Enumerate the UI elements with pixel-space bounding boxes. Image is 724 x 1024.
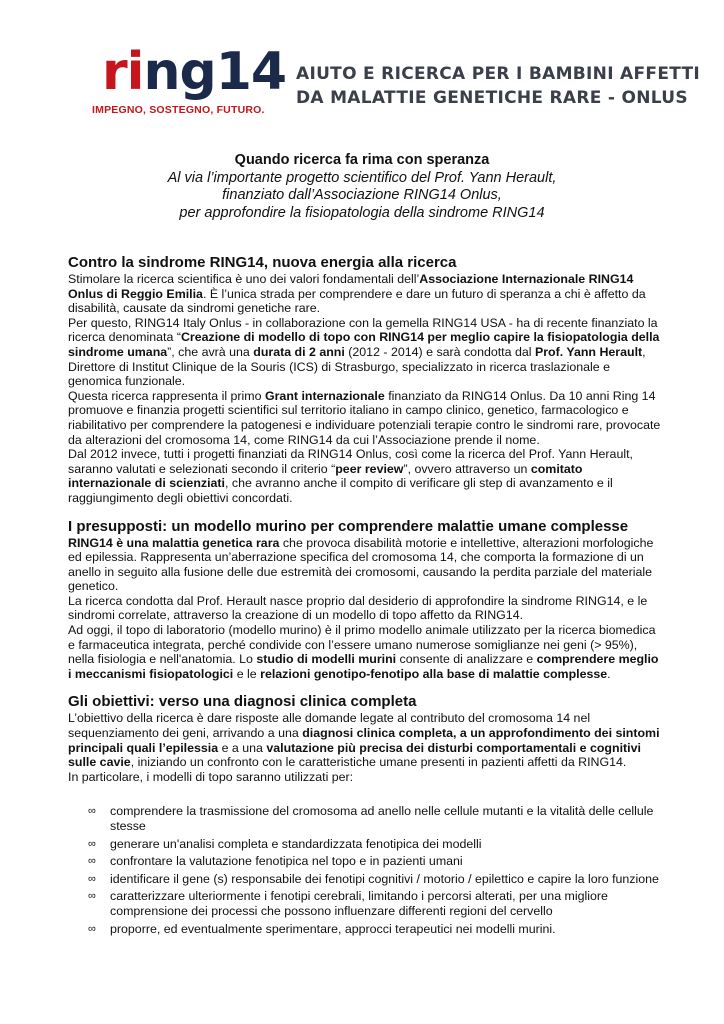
text: Dal 2012 invece, tutti i progetti finanziati da RING14 Onlus, così come la ricerca del Prof. Yann Herault, saranno valutati e selezionati secondo il criterio “ <box>68 447 633 476</box>
list-item-text: generare un'analisi completa e standardizzata fenotipica dei modelli <box>110 836 482 851</box>
intro-subtitle-2: finanziato dall’Associazione RING14 Onlus, <box>222 187 502 203</box>
list-item <box>88 854 664 869</box>
text: Ad oggi, il topo di laboratorio (modello murino) è il primo modello animale utilizzato per la ricerca biomedica e farmaceutica integrata, perché condivide con l’essere umano numerose somiglianze nei geni (> 95%), nella fisiologia e nell'anatomia. Lo <box>68 623 656 667</box>
logo-wordmark <box>102 42 286 102</box>
text: . È l’unica strada per comprendere e dare un futuro di speranza a chi è affetto da disabilità, causate da sindromi genetiche rare. <box>68 286 646 316</box>
logo-letters-ng: ng <box>143 42 216 102</box>
bold-text: diagnosi clinica completa, a un approfondimento dei sintomi principali quali l’epilessia <box>68 726 660 755</box>
text: ”, che avrà una <box>167 344 254 359</box>
paragraph <box>68 389 664 447</box>
logo-digits: 14 <box>215 42 287 102</box>
section-heading: Contro la sindrome RING14, nuova energia alla ricerca <box>68 254 457 271</box>
bold-text: Grant internazionale <box>264 388 385 403</box>
intro-subtitle-1: Al via l’importante progetto scientifico del Prof. Yann Herault, <box>167 169 557 186</box>
section-heading: Gli obiettivi: verso una diagnosi clinica completa <box>68 693 417 711</box>
section-ricerca <box>68 254 664 506</box>
bold-text: peer review <box>335 461 404 476</box>
list-item <box>88 804 664 833</box>
list-item-text: identificare il gene (s) responsabile dei fenotipi cognitivi / motorio / epilettico e capire la loro funzione <box>110 871 659 886</box>
text: che provoca disabilità motorie e intellettive, alterazioni morfologiche ed epilessia. Rappresenta un’aberrazione specifica del cromosoma 14, che comporta la formazione di un anello in seguito alla fusione delle due estremità dei cromosomi, causando la perdita parziale del materiale genetico. <box>68 535 654 594</box>
bold-text: Prof. Yann Herault <box>534 344 643 359</box>
text: finanziato da RING14 Onlus. Da 10 anni Ring 14 promuove e finanzia progetti scientifici sul territorio italiano in campo clinico, genetico, farmacologico e riabilitativo per comprendere la patogenesi e individuare potenziali terapie contro le sindromi rare, provocate da alterazioni del cromosoma 14, come RING14 da cui l’Associazione prende il nome. <box>68 388 661 447</box>
intro-block <box>60 152 664 222</box>
text: Questa ricerca rappresenta il primo <box>68 388 265 403</box>
bold-text: Associazione Internazionale RING14 Onlus di Reggio Emilia <box>68 272 634 301</box>
text: L’obiettivo della ricerca è dare risposte alle domande legate al contributo del cromosoma 14 nel sequenziamento dei geni, arrivando a una <box>68 711 591 741</box>
paragraph: La ricerca condotta dal Prof. Herault nasce proprio dal desiderio di approfondire la sindrome RING14, e le sindromi correlate, attraverso la creazione di un modello di topo affetto da RING14. <box>68 593 648 623</box>
infinity-bullet-icon: ∞ <box>88 805 96 818</box>
bold-text: relazioni genotipo-fenotipo alla base di malattie complesse <box>260 666 608 681</box>
text: e le <box>233 666 261 681</box>
text: . <box>607 666 611 681</box>
paragraph <box>68 447 664 505</box>
text: Per questo, RING14 Italy Onlus - in collaborazione con la gemella RING14 USA - ha di recente finanziato la ricerca denominata “ <box>68 315 658 345</box>
text: ”, ovvero attraverso un <box>403 461 531 476</box>
paragraph <box>68 711 664 769</box>
text: (2012 - 2014) e sarà condotta dal <box>344 344 535 359</box>
infinity-bullet-icon: ∞ <box>88 922 96 935</box>
objectives-list <box>88 804 664 936</box>
organization-title-line2: DA MALATTIE GENETICHE RARE - ONLUS <box>296 88 688 108</box>
intro-subtitle-3: per approfondire la fisiopatologia della sindrome RING14 <box>179 204 545 221</box>
section-presupposti <box>68 518 664 682</box>
text: Stimolare la ricerca scientifica è uno dei valori fondamentali dell’ <box>68 272 420 286</box>
bold-text: comprendere meglio i meccanismi fisiopatologici <box>68 652 659 681</box>
paragraph <box>68 316 664 389</box>
intro-title: Quando ricerca fa rima con speranza <box>234 152 490 168</box>
infinity-bullet-icon: ∞ <box>88 872 96 885</box>
bold-text: Creazione di modello di topo con RING14 per meglio capire la fisiopatologia della sindrome umana <box>68 330 660 359</box>
paragraph: In particolare, i modelli di topo saranno utilizzati per: <box>68 769 354 784</box>
text: e a una <box>218 740 267 755</box>
text: , iniziando un confronto con le caratteristiche umane presenti in pazienti affetti da RING14. <box>130 755 627 770</box>
list-item-text: proporre, ed eventualmente sperimentare, approcci terapeutici nei modelli murini. <box>110 921 556 936</box>
bold-text: RING14 è una malattia genetica rara <box>68 535 280 550</box>
bold-text: studio di modelli murini <box>256 652 397 667</box>
paragraph <box>68 272 664 316</box>
infinity-bullet-icon: ∞ <box>88 890 96 903</box>
list-item-text: caratterizzare ulteriormente i fenotipi cerebrali, limitando i percorsi alterati, per una migliore comprensione dei processi che possono influenzare differenti regioni del cervello <box>110 889 608 918</box>
list-item-text: confrontare la valutazione fenotipica nel topo e in pazienti umani <box>110 854 463 869</box>
logo-tagline: IMPEGNO, SOSTEGNO, FUTURO. <box>92 104 265 116</box>
infinity-bullet-icon: ∞ <box>88 837 96 850</box>
bold-text: comitato internazionale di scienziati <box>68 461 583 491</box>
text: consente di analizzare e <box>396 652 537 667</box>
bold-text: durata di 2 anni <box>253 344 345 359</box>
ring14-logo <box>88 34 298 124</box>
text: , Direttore di Institut Clinique de la Souris (ICS) di Strasburgo, specializzato in ricerca traslazionale e genomica funzionale. <box>68 344 646 389</box>
organization-title-line1: AIUTO E RICERCA PER I BAMBINI AFFETTI <box>296 64 701 84</box>
logo-letters-ri: ri <box>102 42 144 102</box>
infinity-bullet-icon: ∞ <box>88 855 96 868</box>
text: , che avranno anche il compito di verificare gli step di avanzamento e il raggiungimento degli obiettivi concordati. <box>68 476 613 505</box>
list-item <box>88 872 664 887</box>
article-body <box>68 254 664 948</box>
list-item <box>88 889 664 918</box>
section-obiettivi <box>68 693 664 936</box>
organization-title <box>296 62 701 110</box>
paragraph <box>68 536 664 594</box>
bold-text: valutazione più precisa dei disturbi comportamentali e cognitivi sulle cavie <box>68 740 641 770</box>
list-item <box>88 837 664 852</box>
paragraph <box>68 623 664 681</box>
list-item <box>88 922 664 937</box>
section-heading: I presupposti: un modello murino per comprendere malattie umane complesse <box>68 517 629 535</box>
list-item-text: comprendere la trasmissione del cromosoma ad anello nelle cellule mutanti e la vitalità delle cellule stesse <box>110 804 654 833</box>
